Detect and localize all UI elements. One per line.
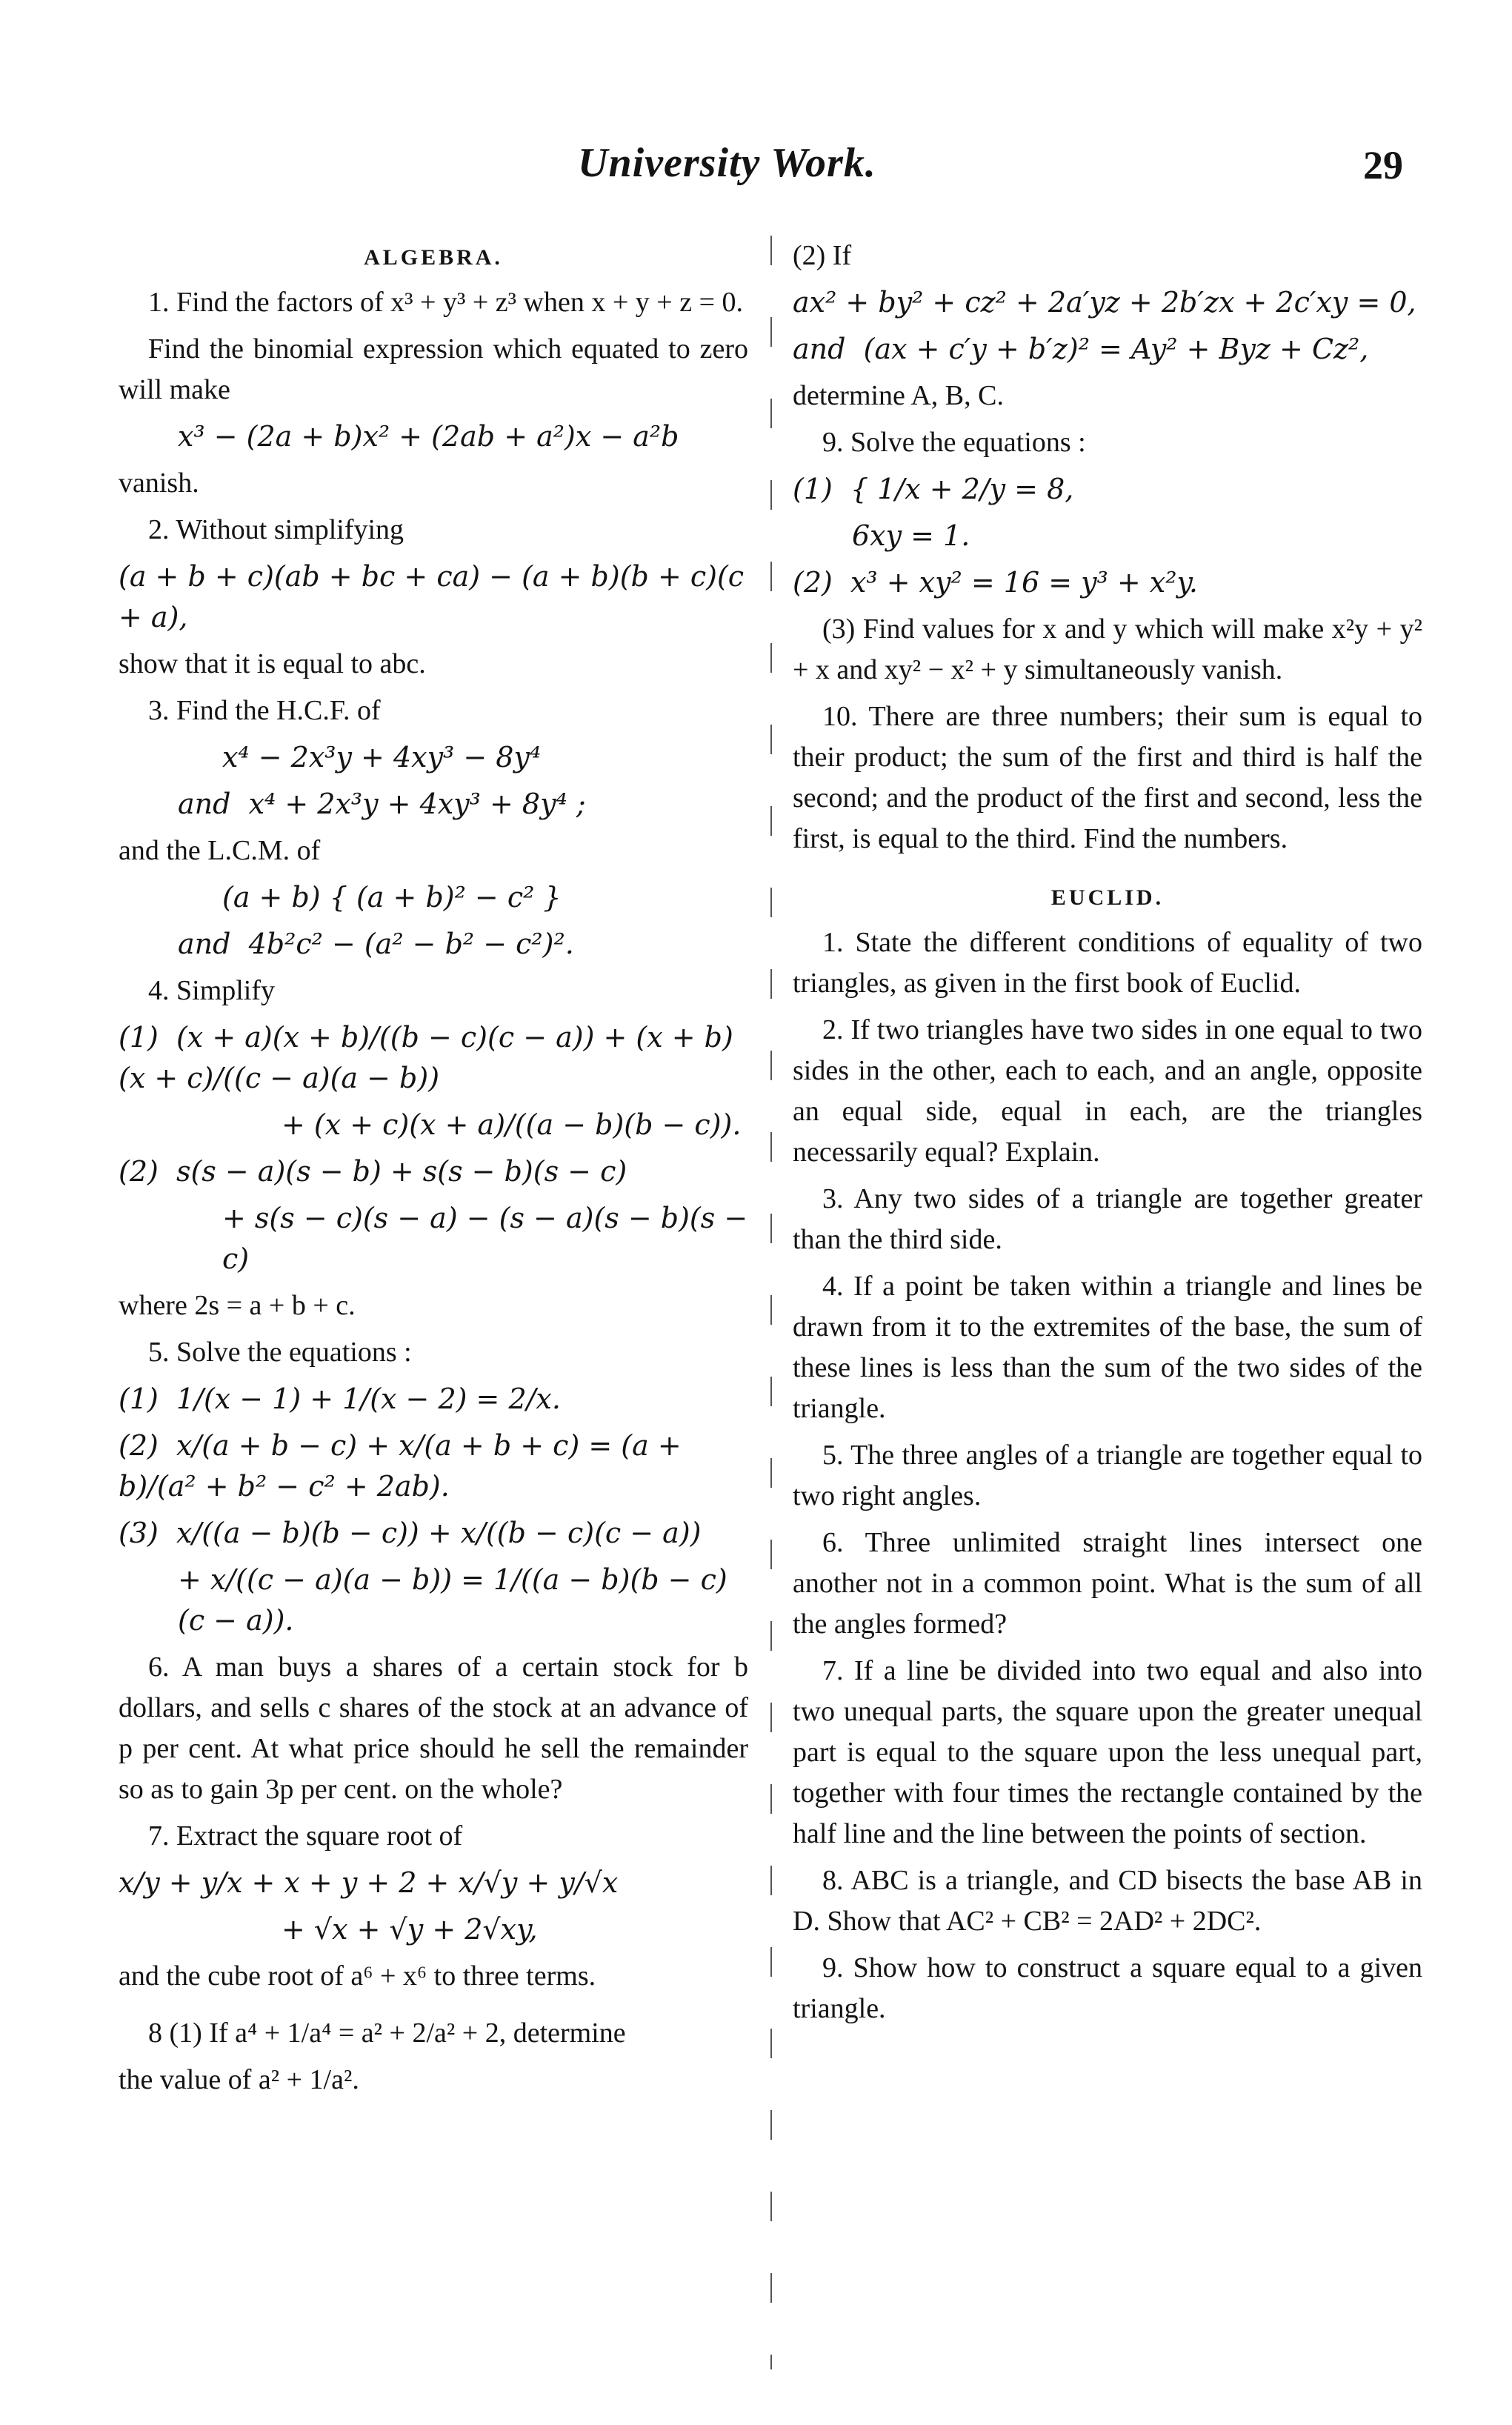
left-column: [119, 236, 757, 2106]
column-divider: [770, 236, 772, 2369]
question-5-expression-4: + x/((c − a)(a − b)) = 1/((a − b)(b − c)(c − a)).: [178, 1563, 727, 1637]
question-8-part-2-expression-1: ax² + by² + cz² + 2a′yz + 2b′zx + 2c′xy = 0,: [793, 286, 1416, 319]
question-5-expression-1: (1) 1/(x − 1) + 1/(x − 2) = 2/x.: [119, 1383, 561, 1415]
euclid-question-3: 3. Any two sides of a triangle are together greater than the third side.: [793, 1183, 1422, 1255]
question-3-expression-1: x⁴ − 2x³y + 4xy³ − 8y⁴: [222, 741, 542, 774]
question-8-part-2: (2) If: [793, 240, 852, 271]
question-7-expression-1: x/y + y/x + x + y + 2 + x/√y + y/√x: [119, 1866, 619, 1899]
question-6: 6. A man buys a shares of a certain stock for b dollars, and sells c shares of the stock at an advance of p per cent. At what price should he sell the remainder so as to gain 3p per cent. on the whole?: [119, 1651, 748, 1805]
question-9-expression-3: (2) x³ + xy² = 16 = y³ + x²y.: [793, 566, 1198, 599]
question-2: 2. Without simplifying: [148, 514, 404, 545]
question-5: 5. Solve the equations :: [148, 1337, 412, 1368]
question-4-end: where 2s = a + b + c.: [119, 1290, 356, 1321]
question-4-expression-2: + (x + c)(x + a)/((a − b)(b − c)).: [282, 1108, 742, 1141]
question-4: 4. Simplify: [148, 975, 276, 1006]
question-7-expression-2: + √x + √y + 2√xy,: [282, 1913, 538, 1946]
question-9-expression-2: 6xy = 1.: [852, 519, 970, 552]
question-4-expression-3: (2) s(s − a)(s − b) + s(s − b)(s − c): [119, 1155, 627, 1188]
euclid-question-1: 1. State the different conditions of equality of two triangles, as given in the first book of Euclid.: [793, 927, 1422, 999]
right-column: [793, 236, 1422, 2035]
euclid-question-5: 5. The three angles of a triangle are together equal to two right angles.: [793, 1440, 1422, 1511]
question-3-expression-4: and 4b²c² − (a² − b² − c²)².: [178, 928, 574, 960]
question-9: 9. Solve the equations :: [822, 427, 1086, 458]
question-1: 1. Find the factors of x³ + y³ + z³ when x + y + z = 0.: [148, 287, 744, 318]
question-10: 10. There are three numbers; their sum is equal to their product; the sum of the first and third is half the second; and the product of the first and second, less the first, is equal to the third. Find the numbers.: [793, 701, 1422, 854]
question-3-expression-3: (a + b) { (a + b)² − c² }: [222, 881, 562, 914]
euclid-question-7: 7. If a line be divided into two equal and also into two unequal parts, the square upon the greater unequal part is equal to the square upon the less unequal part, together with four times the rectangle contained by the half line and the line between the points of section.: [793, 1655, 1422, 1849]
question-8-part-2-expression-2: and (ax + c′y + b′z)² = Ay² + Byz + Cz²,: [793, 333, 1369, 365]
question-8: 8 (1) If a⁴ + 1/a⁴ = a² + 2/a² + 2, determine: [148, 2017, 626, 2049]
running-head: University Work.: [578, 140, 876, 186]
question-5-expression-2: (2) x/(a + b − c) + x/(a + b + c) = (a + b)/(a² + b² − c² + 2ab).: [119, 1429, 690, 1503]
question-3-expression-2: and x⁴ + 2x³y + 4xy³ + 8y⁴ ;: [178, 788, 586, 820]
question-2-end: show that it is equal to abc.: [119, 648, 426, 679]
question-9-expression-1: (1) { 1/x + 2/y = 8,: [793, 473, 1074, 505]
question-3-text: and the L.C.M. of: [119, 835, 321, 866]
question-1-text: Find the binomial expression which equated to zero will make: [119, 333, 748, 405]
question-9-part-3: (3) Find values for x and y which will make x²y + y² + x and xy² − x² + y simultaneously vanish.: [793, 613, 1422, 685]
section-heading-euclid: EUCLID.: [1050, 885, 1165, 910]
question-4-expression-4: + s(s − c)(s − a) − (s − a)(s − b)(s − c): [222, 1202, 757, 1275]
question-8-part-2-end: determine A, B, C.: [793, 380, 1004, 411]
question-1-end: vanish.: [119, 468, 199, 499]
question-2-expression: (a + b + c)(ab + bc + ca) − (a + b)(b + c)(c + a),: [119, 560, 753, 633]
question-5-expression-3: (3) x/((a − b)(b − c)) + x/((b − c)(c − a)): [119, 1517, 702, 1549]
euclid-question-8: 8. ABC is a triangle, and CD bisects the base AB in D. Show that AC² + CB² = 2AD² + 2DC².: [793, 1865, 1422, 1937]
question-7: 7. Extract the square root of: [148, 1820, 463, 1852]
question-4-expression-1: (1) (x + a)(x + b)/((b − c)(c − a)) + (x + b)(x + c)/((c − a)(a − b)): [119, 1021, 733, 1094]
euclid-question-4: 4. If a point be taken within a triangle and lines be drawn from it to the extremites of the base, the sum of these lines is less than the sum of the two sides of the triangle.: [793, 1271, 1422, 1424]
section-heading-algebra: ALGEBRA.: [364, 245, 503, 270]
euclid-question-2: 2. If two triangles have two sides in one equal to two sides in the other, each to each, and an angle, opposite an equal side, equal in each, are the triangles necessarily equal? Explain.: [793, 1014, 1422, 1168]
question-1-expression: x³ − (2a + b)x² + (2ab + a²)x − a²b: [178, 420, 679, 453]
page-number: 29: [1363, 143, 1403, 187]
euclid-question-6: 6. Three unlimited straight lines intersect one another not in a common point. What is the sum of all the angles formed?: [793, 1527, 1422, 1640]
question-3: 3. Find the H.C.F. of: [148, 695, 381, 726]
euclid-question-9: 9. Show how to construct a square equal to a given triangle.: [793, 1952, 1422, 2024]
question-7-end: and the cube root of a⁶ + x⁶ to three terms.: [119, 1960, 596, 1992]
question-8-end: the value of a² + 1/a².: [119, 2064, 359, 2095]
